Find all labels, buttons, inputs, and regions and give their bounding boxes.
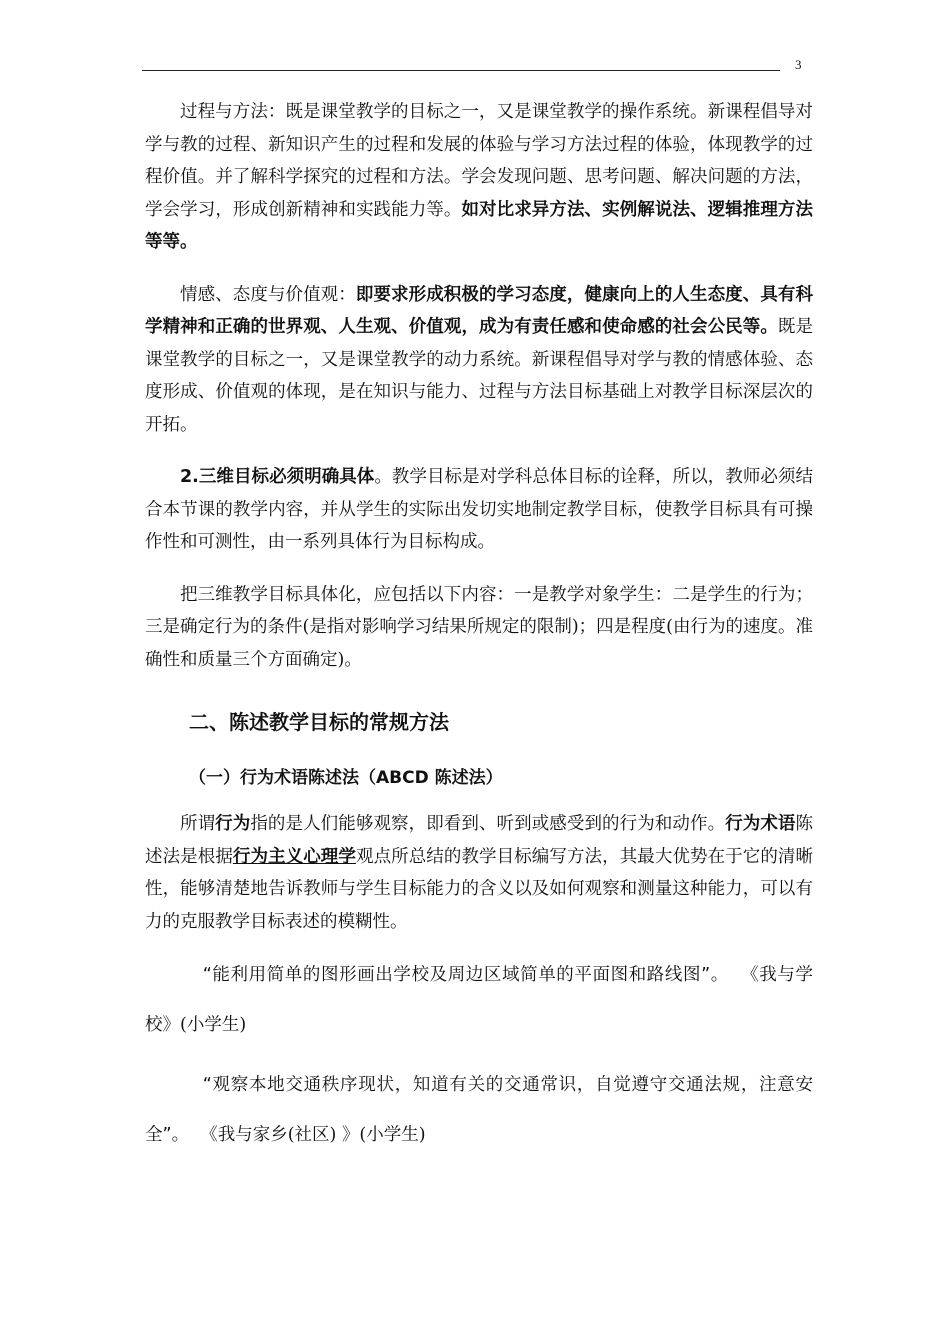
paragraph-text: 。教学目标是对学科总体目标的诠释，所以，教师必须结合本节课的教学内容，并从学生的实际出发切实地制定教学目标，使教学目标具有可操作性和可测性，由一系列具体行为目标构成。 [145, 467, 814, 552]
paragraph-bold-text: 行为术语 [725, 814, 796, 834]
paragraph-three-dimensional-goals [145, 461, 813, 559]
header-rule [142, 70, 780, 71]
paragraph-text: 把三维教学目标具体化，应包括以下内容：一是教学对象学生：二是学生的行为；三是确定行为的条件(是指对影响学习结果所规定的限制)；四是程度(由行为的速度。准确性和质量三个方面确定)。 [145, 584, 813, 670]
paragraph-text: 指的是人们能够观察，即看到、听到或感受到的行为和动作。 [250, 814, 726, 834]
paragraph-emotion-attitude [145, 279, 813, 442]
example-source: 《我与家乡(社区) 》(小学生) [200, 1125, 426, 1145]
paragraph-bold-underlined-text: 行为主义心理学 [232, 846, 356, 867]
paragraph-bold-text: 2.三维目标必须明确具体 [180, 467, 375, 487]
subsection-heading: （一）行为术语陈述法（ABCD 陈述法） [189, 768, 503, 788]
paragraph-bold-text: 如对比求异方法、实例解说法、逻辑推理方法等等。 [145, 199, 814, 252]
paragraph-text: 陈述法是根据 [145, 814, 813, 867]
paragraph-text: 既是课堂教学的目标之一，又是课堂教学的动力系统。新课程倡导对学与教的情感体验、态度形成、价值观的体现，是在知识与能力、过程与方法目标基础上对教学目标深层次的开拓。 [145, 317, 814, 435]
example-quote: “能利用简单的图形画出学校及周边区域简单的平面图和路线图”。 [202, 965, 729, 985]
paragraph-lead: 情感、态度与价值观： [180, 284, 356, 305]
example-source: 《我与学校》(小学生) [145, 965, 813, 1035]
paragraph-process-method [145, 96, 813, 259]
section-heading: 二、陈述教学目标的常规方法 [189, 710, 449, 734]
paragraph-text: 观点所总结的教学目标编写方法，其最大优势在于它的清晰性，能够清楚地告诉教师与学生目标能力的含义以及如何观察和测量这种能力，可以有力的克服教学目标表述的模糊性。 [145, 846, 814, 932]
example-quote: “观察本地交通秩序现状，知道有关的交通常识，自觉遵守交通法规，注意安全”。 [145, 1075, 813, 1145]
example-quote-traffic [145, 1060, 813, 1160]
example-quote-school [145, 950, 813, 1050]
paragraph-bold-text: 行为 [215, 814, 251, 834]
paragraph-goal-contents [145, 579, 813, 677]
paragraph-bold-text: 即要求形成积极的学习态度，健康向上的人生态度、具有科学精神和正确的世界观、人生观、价值观，成为有责任感和使命感的社会公民等。 [145, 284, 814, 337]
paragraph-text: 所谓 [180, 814, 216, 834]
document-body [145, 96, 813, 1160]
paragraph-text: 过程与方法：既是课堂教学的目标之一，又是课堂教学的操作系统。新课程倡导对学与教的过程、新知识产生的过程和发展的体验与学习方法过程的体验，体现教学的过程价值。并了解科学探究的过程和方法。学会发现问题、思考问题、解决问题的方法，学会学习，形成创新精神和实践能力等。 [145, 102, 813, 220]
paragraph-behavior-terms [145, 808, 813, 938]
page-number: 3 [795, 57, 802, 72]
